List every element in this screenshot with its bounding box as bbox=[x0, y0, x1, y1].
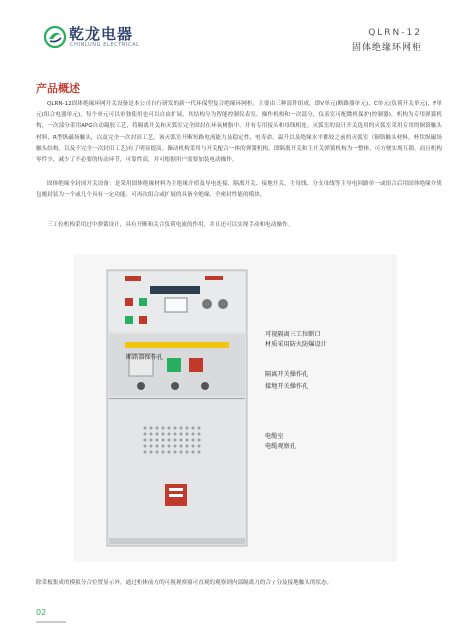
brand-name-cn: 乾龙电器 bbox=[69, 25, 134, 43]
callout-breaker-hole: 断路器操作孔 bbox=[126, 354, 164, 361]
section-title: 产品概述 bbox=[36, 82, 80, 95]
footer-paragraph: 除采板集成的模拟分合位置显示外，通过柜体前方的可视观察窗可直观的观察到内部隔离刀的合 / 分及接地触头的状态。 bbox=[36, 580, 333, 586]
paragraph-mechanism: 三工位机构采用过中弹簧设计，具有开断和关合负荷电流的作用，并且还可以实现手动和电动操作。 bbox=[47, 222, 294, 228]
callout-earthing-hole: 接地开关操作孔 bbox=[265, 383, 309, 390]
page-number: 02 bbox=[36, 608, 47, 617]
company-logo-icon bbox=[44, 26, 66, 48]
paragraph-definition: 固体绝缘全封闭开关设备：是采用固体绝缘材料为主绝缘介质及导电连接、隔离开关、接地开关、主母线、分支母线等主导电回路单一或组合后用固体绝缘介质包覆封装为一个或几个具有一定功能、可再次组合或扩展的具备全绝缘、全密封性能的模块。 bbox=[36, 181, 442, 199]
brand-name-en: CHINLUNG ELECTRICAL bbox=[70, 42, 140, 48]
page-header bbox=[0, 0, 471, 62]
callout-visible-break: 可视隔离三工位断口 材质采用防火防爆设计 bbox=[265, 331, 327, 348]
product-name: 固体绝缘环网柜 bbox=[351, 43, 422, 53]
callout-isolation-hole: 隔离开关操作孔 bbox=[265, 371, 309, 378]
page-number-underline bbox=[36, 621, 66, 623]
product-model: QLRN-12 bbox=[368, 28, 422, 38]
ring-main-unit-cabinet-image bbox=[105, 268, 249, 548]
callout-cable-room: 电缆室 电缆观察孔 bbox=[265, 433, 296, 450]
paragraph-overview: QLRN-12固体绝缘环网开关设备是本公司自行研发的新一代环保型复合绝缘环网柜。主要由三种部件组成，即V单元(断路器单元)，C单元(负荷开关单元)，F单元(组合电器单元)，每个单元可以单独使用也可以自由扩展，其结构分为智能控制仪表室、操作机构和一次部分，仪表室可配微机保护(控制器)，机构为专用弹簧机构，一次部分采用APG自动凝胶工艺，将隔离开关和灭弧室完全固封在环氧树脂中，并有专用接头和母线相连。灭弧室的设计开关选用的灭弧室采用专用的铜铬触头材料，R型纵磁场触头，以及完全一次封田工艺，该灭弧室开断短路电流能力及稳定性，电寿命，温升以及绝缘水平都较之前的灭弧室（铜铬触头材料，杯状纵磁场触头结构，以及不完全一次封田工艺)有了明显提高。操动机构采用与开关配合一体的弹簧机构，即隔离开关和主开关弹簧机构为一整体，可方便实现互锁，而且机构零件少，减少了不必要的传动环节，可靠性高，并可根据用户需要加装电动操作。 bbox=[36, 101, 442, 164]
